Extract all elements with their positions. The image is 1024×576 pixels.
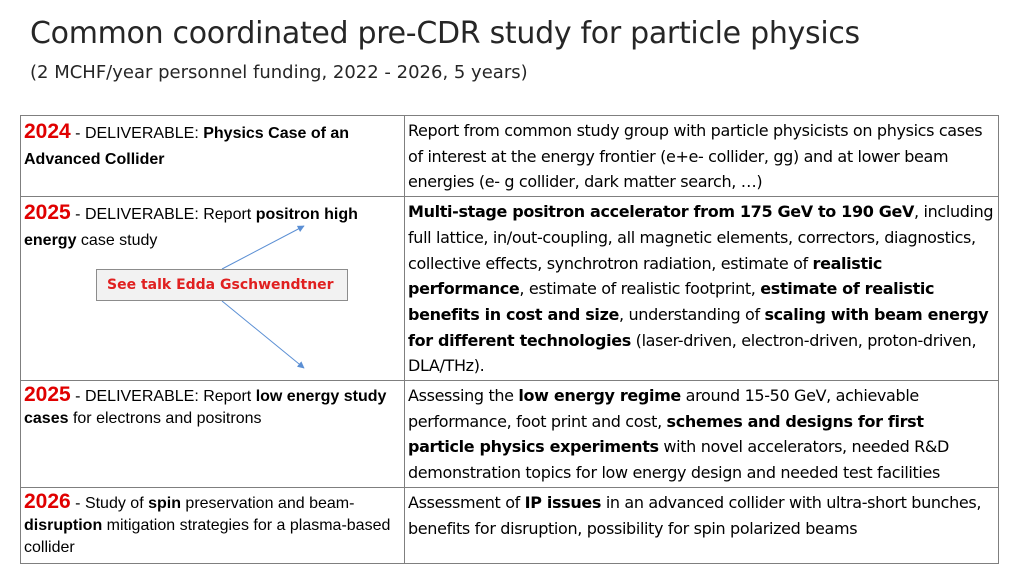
year-label: 2025 — [24, 383, 71, 407]
year-label: 2025 — [24, 201, 71, 225]
slide-title: Common coordinated pre-CDR study for particle physics — [30, 16, 860, 51]
bold-text: IP issues — [524, 492, 602, 512]
deliverable-cell — [21, 487, 405, 563]
description-cell — [405, 487, 999, 563]
text-segment: Assessing the — [408, 386, 519, 406]
bold-text: disruption — [24, 516, 103, 534]
bold-text: Physics Case of an Advanced Collider — [24, 125, 350, 168]
deliverable-text — [24, 206, 358, 249]
text-segment: Assessment of — [408, 492, 525, 512]
deliverable-text — [24, 125, 349, 168]
see-talk-callout: See talk Edda Gschwendtner — [96, 269, 348, 301]
text-segment: , estimate of realistic footprint, — [519, 279, 761, 299]
bold-text: schemes and designs for first particle physics experiments — [408, 411, 924, 457]
text-segment: , understanding of — [619, 304, 765, 324]
deliverable-text — [24, 495, 390, 556]
text-segment: preservation and beam- — [180, 494, 355, 512]
text-segment: - Study of — [70, 494, 149, 512]
bold-text: low energy study cases — [24, 388, 387, 428]
text-segment: - DELIVERABLE: Report — [70, 206, 256, 224]
bold-text: positron high energy — [24, 206, 358, 250]
text-segment: around 15-50 GeV, achievable performance, foot print and cost, — [408, 386, 919, 431]
table-row — [21, 381, 999, 488]
bold-text: scaling with beam energy for different technologies — [408, 304, 989, 350]
bold-text: spin — [148, 494, 181, 512]
text-segment: for electrons and positrons — [68, 410, 262, 428]
text-segment: Report from common study group with particle physicists on physics cases of interest at the energy frontier (e+e- collider, gg) and at lower beam energies (e- g collider, dark matter search, …) — [408, 121, 983, 192]
bold-text: estimate of realistic benefits in cost and size — [408, 279, 935, 324]
bold-text: Multi-stage positron accelerator from 175 GeV to 190 GeV — [408, 202, 915, 222]
description-cell — [405, 116, 999, 197]
bold-text: low energy regime — [518, 386, 681, 406]
text-segment: in an advanced collider with ultra-short bunches, benefits for disruption, possibility for spin polarized beams — [408, 492, 982, 538]
text-segment: , including full lattice, in/out-coupling, all magnetic elements, correctors, diagnostics, collective effects, synchrotron radiation, estimate of — [408, 202, 994, 273]
description-text — [408, 386, 949, 482]
bold-text: realistic performance — [408, 253, 883, 299]
table-row — [21, 116, 999, 197]
text-segment: (laser-driven, electron-driven, proton-driven, DLA/THz). — [408, 330, 977, 376]
year-label: 2024 — [24, 120, 71, 143]
text-segment: mitigation strategies for a plasma-based collider — [24, 516, 391, 556]
description-cell — [405, 197, 999, 381]
description-text — [408, 121, 982, 191]
text-segment: case study — [76, 232, 158, 250]
deliverable-cell — [21, 381, 405, 488]
deliverable-text — [24, 388, 386, 427]
text-segment: with novel accelerators, needed R&D demonstration topics for low energy design and needed test facilities — [408, 437, 950, 483]
text-segment: - DELIVERABLE: Report — [70, 388, 256, 406]
year-label: 2026 — [24, 489, 71, 513]
slide-subtitle: (2 MCHF/year personnel funding, 2022 - 2026, 5 years) — [30, 62, 528, 83]
deliverables-table — [20, 115, 999, 564]
text-segment: - DELIVERABLE: — [70, 125, 204, 142]
description-cell — [405, 381, 999, 488]
description-text — [408, 493, 981, 538]
deliverable-cell — [21, 116, 405, 197]
description-text — [408, 202, 993, 375]
table-row — [21, 487, 999, 563]
